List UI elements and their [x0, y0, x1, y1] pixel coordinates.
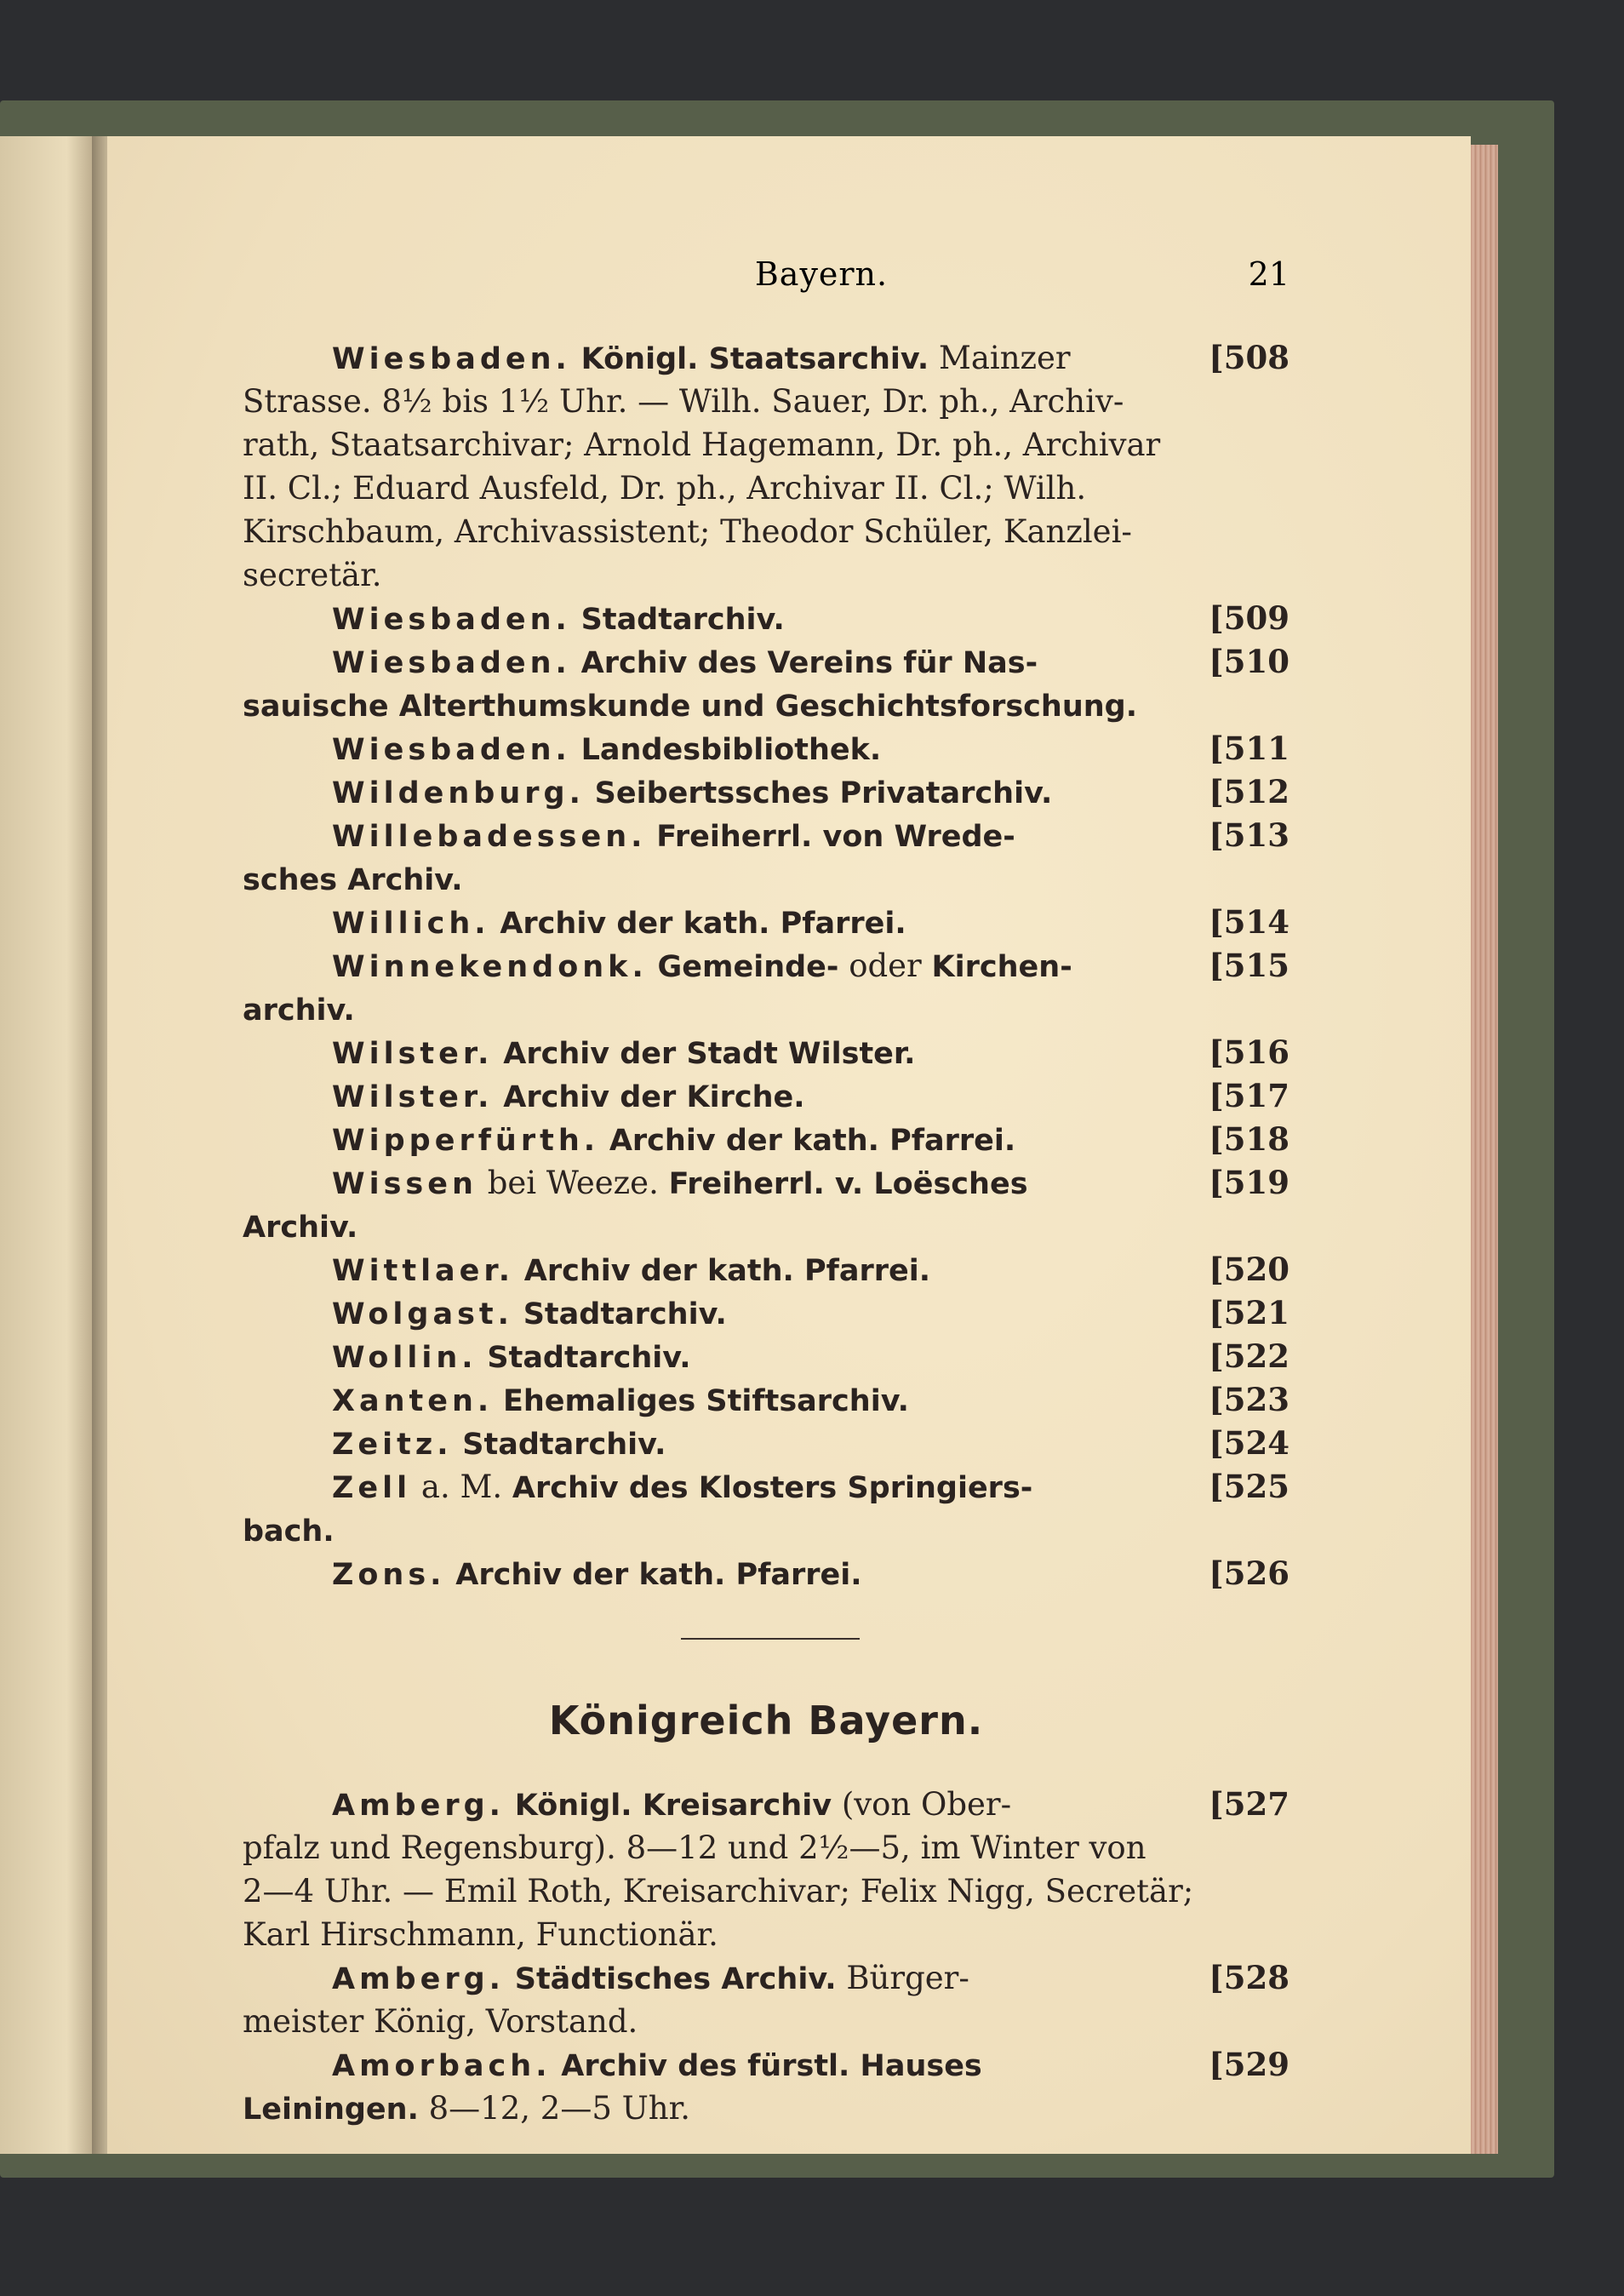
entry-institution: Königl. Kreisarchiv [514, 1789, 832, 1823]
entry-line [243, 2000, 1289, 2043]
entry-place: Zeitz. [332, 1428, 453, 1462]
entry-text: oder [849, 948, 922, 984]
entry-institution: Archiv der Stadt Wilster. [503, 1037, 916, 1071]
entry-line [243, 423, 1289, 467]
entry-text: Bürger- [846, 1960, 969, 1996]
entry-number: [509 [1209, 599, 1289, 637]
entry-institution: Stadtarchiv. [487, 1341, 691, 1375]
entry-place: Wipperfürth. [332, 1124, 600, 1158]
running-title: Bayern. [754, 255, 889, 293]
entry-institution: Freiherrl. von Wrede- [656, 820, 1015, 854]
archive-entry [243, 1465, 1289, 1552]
archive-entry [243, 1118, 1289, 1161]
entry-line [243, 684, 1289, 727]
entry-place: Wolgast. [332, 1297, 513, 1331]
archive-entry [243, 1335, 1289, 1378]
entry-line [243, 467, 1289, 510]
entry-place: Wildenburg. [332, 776, 585, 810]
entry-number: [516 [1209, 1033, 1289, 1071]
entry-line [243, 857, 1289, 901]
entry-number: [518 [1209, 1120, 1289, 1158]
entry-institution: Leiningen. [243, 2093, 419, 2127]
entry-line [243, 1248, 1289, 1291]
entry-institution: Stadtarchiv. [580, 603, 785, 637]
entry-institution: archiv. [243, 993, 355, 1028]
entry-line [243, 1913, 1289, 1956]
entry-institution: Seibertssches Privatarchiv. [594, 776, 1053, 810]
entry-line [243, 510, 1289, 553]
entry-line [243, 988, 1289, 1031]
entry-institution: Stadtarchiv. [462, 1428, 666, 1462]
archive-entry [243, 1291, 1289, 1335]
entry-number: [522 [1209, 1337, 1289, 1375]
archive-entry [243, 1031, 1289, 1074]
entry-number: [525 [1209, 1468, 1289, 1505]
archive-entry [243, 597, 1289, 640]
entry-institution: Landesbibliothek. [580, 733, 882, 767]
entry-text: meister König, Vorstand. [243, 2003, 638, 2040]
entry-line [243, 553, 1289, 597]
section-title: Königreich Bayern. [548, 1698, 984, 1743]
entry-line [243, 1422, 1289, 1465]
entry-line [243, 1869, 1289, 1913]
archive-entry [243, 336, 1289, 597]
archive-entry [243, 1552, 1289, 1595]
entry-place: Zons. [332, 1558, 446, 1592]
entry-text: Kirschbaum, Archivassistent; Theodor Schüler, Kanzlei- [243, 513, 1132, 550]
entry-text: 2—4 Uhr. — Emil Roth, Kreisarchivar; Felix Nigg, Secretär; [243, 1873, 1194, 1910]
entry-place: Amberg. [332, 1789, 505, 1823]
entry-place: Winnekendonk. [332, 950, 648, 984]
archive-entry [243, 814, 1289, 901]
entry-place: Amorbach. [332, 2049, 552, 2083]
entry-text: Mainzer [938, 340, 1071, 376]
entry-line [243, 901, 1289, 944]
entry-place: Amberg. [332, 1962, 505, 1996]
entry-line [243, 380, 1289, 423]
entry-line [243, 814, 1289, 857]
entry-text: secretär. [243, 557, 382, 593]
archive-entry [243, 1378, 1289, 1422]
entry-text: Strasse. 8½ bis 1½ Uhr. — Wilh. Sauer, Dr. ph., Archiv- [243, 383, 1124, 420]
entry-line [243, 1378, 1289, 1422]
entry-number: [511 [1209, 730, 1289, 767]
entry-institution: bach. [243, 1514, 335, 1549]
entry-number: [515 [1209, 947, 1289, 984]
entry-line [243, 1031, 1289, 1074]
entry-place: Wiesbaden. [332, 733, 571, 767]
entry-line [243, 1465, 1289, 1509]
entry-institution: Archiv der kath. Pfarrei. [500, 907, 906, 941]
archive-entry [243, 727, 1289, 770]
entry-text: 8—12, 2—5 Uhr. [428, 2090, 691, 2127]
entry-place: Xanten. [332, 1384, 494, 1418]
entry-number: [514 [1209, 903, 1289, 941]
entry-number: [512 [1209, 773, 1289, 810]
archive-entry [243, 2043, 1289, 2130]
entry-institution: sches Archiv. [243, 863, 463, 897]
entry-institution: Archiv. [243, 1211, 358, 1245]
entry-text: Karl Hirschmann, Functionär. [243, 1916, 718, 1953]
archive-entry [243, 1074, 1289, 1118]
archive-entry [243, 770, 1289, 814]
entry-text: (von Ober- [841, 1786, 1012, 1823]
archive-entry [243, 1248, 1289, 1291]
entry-line [243, 2043, 1289, 2087]
entry-institution: Stadtarchiv. [523, 1297, 727, 1331]
entry-institution: Archiv des fürstl. Hauses [561, 2049, 982, 2083]
archive-entry [243, 640, 1289, 727]
entry-line [243, 640, 1289, 684]
entry-line [243, 1205, 1289, 1248]
entry-institution: Königl. Staatsarchiv. [580, 342, 929, 376]
entry-number: [524 [1209, 1424, 1289, 1462]
entry-number: [513 [1209, 816, 1289, 854]
entry-text: rath, Staatsarchivar; Arnold Hagemann, Dr. ph., Archivar [243, 427, 1161, 463]
entry-number: [510 [1209, 643, 1289, 680]
archive-entry [243, 901, 1289, 944]
entry-number: [508 [1209, 339, 1289, 376]
entry-number: [529 [1209, 2046, 1289, 2083]
entry-place: Wittlaer. [332, 1254, 514, 1288]
entry-institution: Gemeinde- [657, 950, 839, 984]
entry-line [243, 1074, 1289, 1118]
entry-line [243, 944, 1289, 988]
running-header [243, 255, 1289, 306]
entry-institution: Archiv der kath. Pfarrei. [455, 1558, 862, 1592]
entry-institution: sauische Alterthumskunde und Geschichtsforschung. [243, 690, 1138, 724]
archive-entry [243, 944, 1289, 1031]
entry-place: Willich. [332, 907, 490, 941]
page-block-edge [1471, 145, 1498, 2154]
entry-text: bei Weeze. [487, 1165, 659, 1201]
archive-entry [243, 1783, 1289, 1956]
entry-place: Wissen [332, 1167, 477, 1201]
entry-line [243, 1335, 1289, 1378]
entry-list-a [243, 336, 1289, 1595]
section-divider [681, 1638, 860, 1640]
entry-text: a. M. [420, 1469, 503, 1505]
entry-line [243, 1783, 1289, 1826]
left-page-edge [0, 136, 95, 2154]
entry-institution: Freiherrl. v. Loësches [668, 1167, 1028, 1201]
entry-line [243, 770, 1289, 814]
entry-text: pfalz und Regensburg). 8—12 und 2½—5, im Winter von [243, 1829, 1147, 1866]
entry-institution: Archiv des Vereins für Nas- [580, 646, 1038, 680]
entry-line [243, 336, 1289, 380]
entry-institution: Archiv der kath. Pfarrei. [523, 1254, 931, 1288]
entry-text: II. Cl.; Eduard Ausfeld, Dr. ph., Archivar II. Cl.; Wilh. [243, 470, 1087, 507]
entry-institution: Städtisches Archiv. [514, 1962, 837, 1996]
entry-number: [519 [1209, 1164, 1289, 1201]
entry-line [243, 2087, 1289, 2130]
entry-place: Willebadessen. [332, 820, 647, 854]
entry-institution: Ehemaliges Stiftsarchiv. [502, 1384, 909, 1418]
entry-institution: Archiv des Klosters Springiers- [512, 1471, 1033, 1505]
entry-line [243, 1826, 1289, 1869]
page-number: 21 [1248, 255, 1289, 293]
entry-number: [528 [1209, 1959, 1289, 1996]
entry-institution: Archiv der kath. Pfarrei. [609, 1124, 1016, 1158]
entry-line [243, 1291, 1289, 1335]
entry-line [243, 1161, 1289, 1205]
entry-number: [520 [1209, 1251, 1289, 1288]
entry-place: Wollin. [332, 1341, 477, 1375]
entry-institution: Kirchen- [931, 950, 1072, 984]
entry-line [243, 597, 1289, 640]
archive-entry [243, 1161, 1289, 1248]
entry-number: [526 [1209, 1555, 1289, 1592]
entry-line [243, 1956, 1289, 2000]
entry-place: Wiesbaden. [332, 603, 571, 637]
entry-list-b [243, 1783, 1289, 2130]
entry-number: [521 [1209, 1294, 1289, 1331]
entry-line [243, 1509, 1289, 1552]
entry-line [243, 1118, 1289, 1161]
entry-line [243, 1552, 1289, 1595]
entry-number: [523 [1209, 1381, 1289, 1418]
archive-entry [243, 1422, 1289, 1465]
entry-line [243, 727, 1289, 770]
entry-place: Zell [332, 1471, 412, 1505]
entry-place: Wilster. [332, 1080, 494, 1114]
archive-entry [243, 1956, 1289, 2043]
entry-institution: Archiv der Kirche. [503, 1080, 805, 1114]
entry-place: Wilster. [332, 1037, 494, 1071]
entry-number: [527 [1209, 1785, 1289, 1823]
entry-place: Wiesbaden. [332, 342, 571, 376]
entry-number: [517 [1209, 1077, 1289, 1114]
entry-place: Wiesbaden. [332, 646, 571, 680]
